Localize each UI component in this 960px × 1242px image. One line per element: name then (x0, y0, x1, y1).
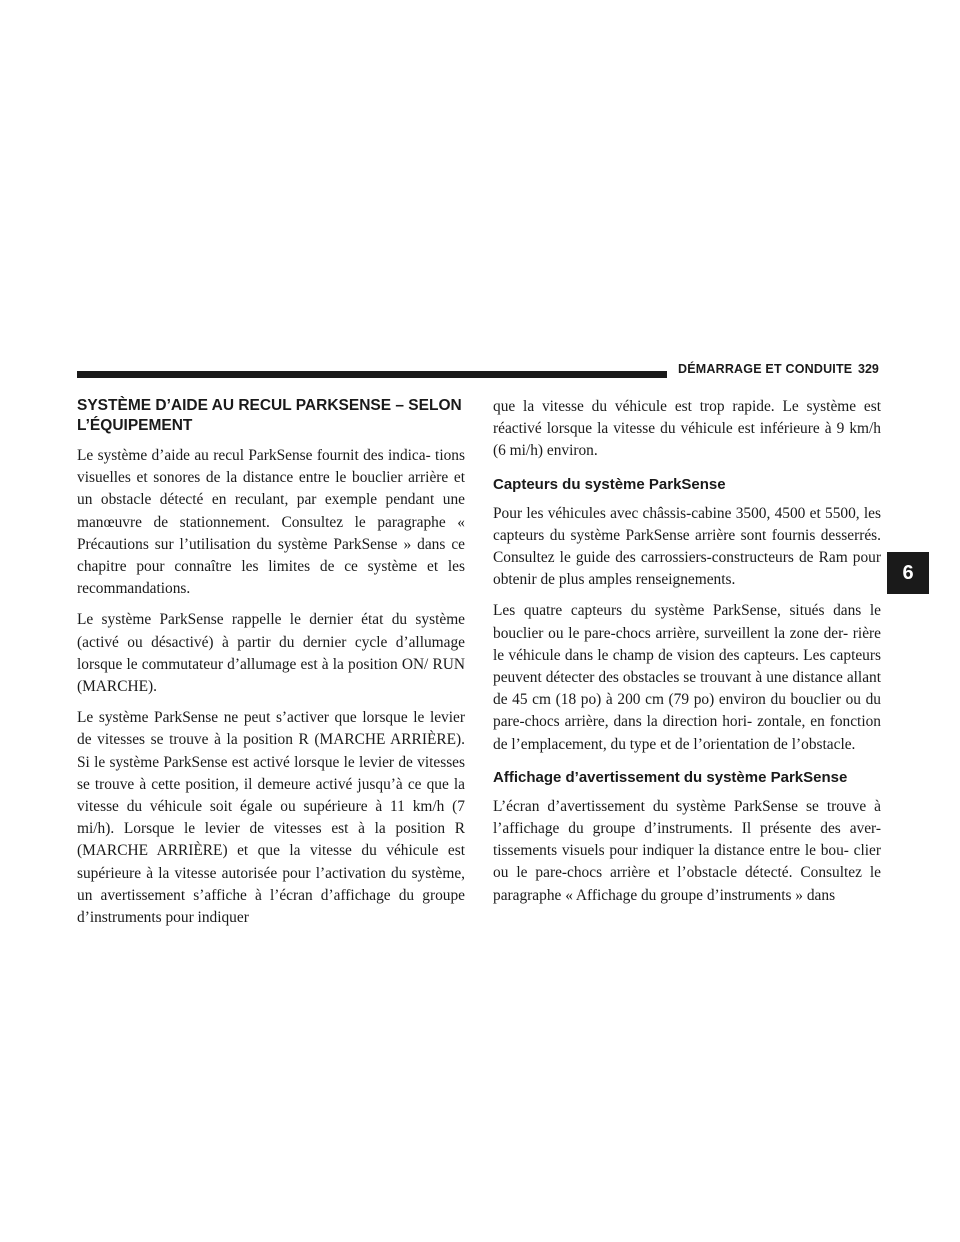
body-paragraph: Pour les véhicules avec châssis-cabine 3500, 4500 et 5500, les capteurs du système ParkSense arrière sont fournis desserrés. Consultez le guide des carrossiers-constructeurs de Ram pour obtenir de plus amples renseignements. (493, 504, 881, 589)
running-header-title: DÉMARRAGE ET CONDUITE (678, 362, 853, 376)
left-column (77, 396, 465, 938)
continuation-paragraph: que la vitesse du véhicule est trop rapide. Le système est réactivé lorsque la vitesse du véhicule est inférieure à 9 km/h (6 mi/h) environ. (493, 398, 881, 460)
header-rule (77, 371, 667, 378)
body-paragraph: Le système d’aide au recul ParkSense fournit des indica- tions visuelles et sonores de la distance entre le bouclier arrière et un obstacle détecté en reculant, par exemple pendant une manœuvre de stationnement. Consultez le paragraphe « Précautions sur l’utilisation du système ParkSense » dans ce chapitre pour connaître les limites de ce système et les recommandations. (77, 447, 465, 598)
chapter-tab: 6 (887, 552, 929, 594)
subsection-heading-warning-display: Affichage d’avertissement du système ParkSense (493, 768, 848, 786)
right-column (493, 396, 881, 916)
subsection-heading-sensors: Capteurs du système ParkSense (493, 475, 726, 493)
body-paragraph: Les quatre capteurs du système ParkSense, situés dans le bouclier ou le pare-chocs arrière, surveillent la zone der- rière le véhicule dans le champ de vision des capteurs. Les capteurs peuvent détecter des obstacles se trouvant à une distance allant de 45 cm (18 po) à 200 cm (79 po) environ du bouclier ou du pare-chocs arrière, dans la direction hori- zontale, en fonction de l’emplacement, du type et de l’orientation de l’obstacle. (493, 602, 881, 753)
body-paragraph: Le système ParkSense rappelle le dernier état du système (activé ou désactivé) à partir du dernier cycle d’allumage lorsque le commutateur d’allumage est à la position ON/ RUN (MARCHE). (77, 611, 465, 696)
section-heading: SYSTÈME D’AIDE AU RECUL PARKSENSE – SELON L’ÉQUIPEMENT (77, 397, 462, 434)
body-paragraph: L’écran d’avertissement du système ParkSense se trouve à l’affichage du groupe d’instruments. Il présente des aver- tissements visuels pour indiquer la distance entre le bou- clier ou le pare-chocs arrière et l’obstacle détecté. Consultez le paragraphe « Affichage du groupe d’instruments » dans (493, 797, 881, 904)
body-paragraph: Le système ParkSense ne peut s’activer que lorsque le levier de vitesses se trouve à la position R (MARCHE ARRIÈRE). Si le système ParkSense est activé lorsque le levier de vitesses se trouve à cette position, il demeure activé jusqu’à ce que la vitesse du véhicule soit égale ou supérieure à 11 km/h (7 mi/h). Lorsque le levier de vitesses est à la position R (MARCHE ARRIÈRE) et que la vitesse du véhicule est supérieure à la vitesse autorisée pour l’activation du système, un avertissement s’affiche à l’écran d’affichage du groupe d’instruments pour indiquer (77, 709, 465, 927)
page-number: 329 (858, 362, 879, 376)
